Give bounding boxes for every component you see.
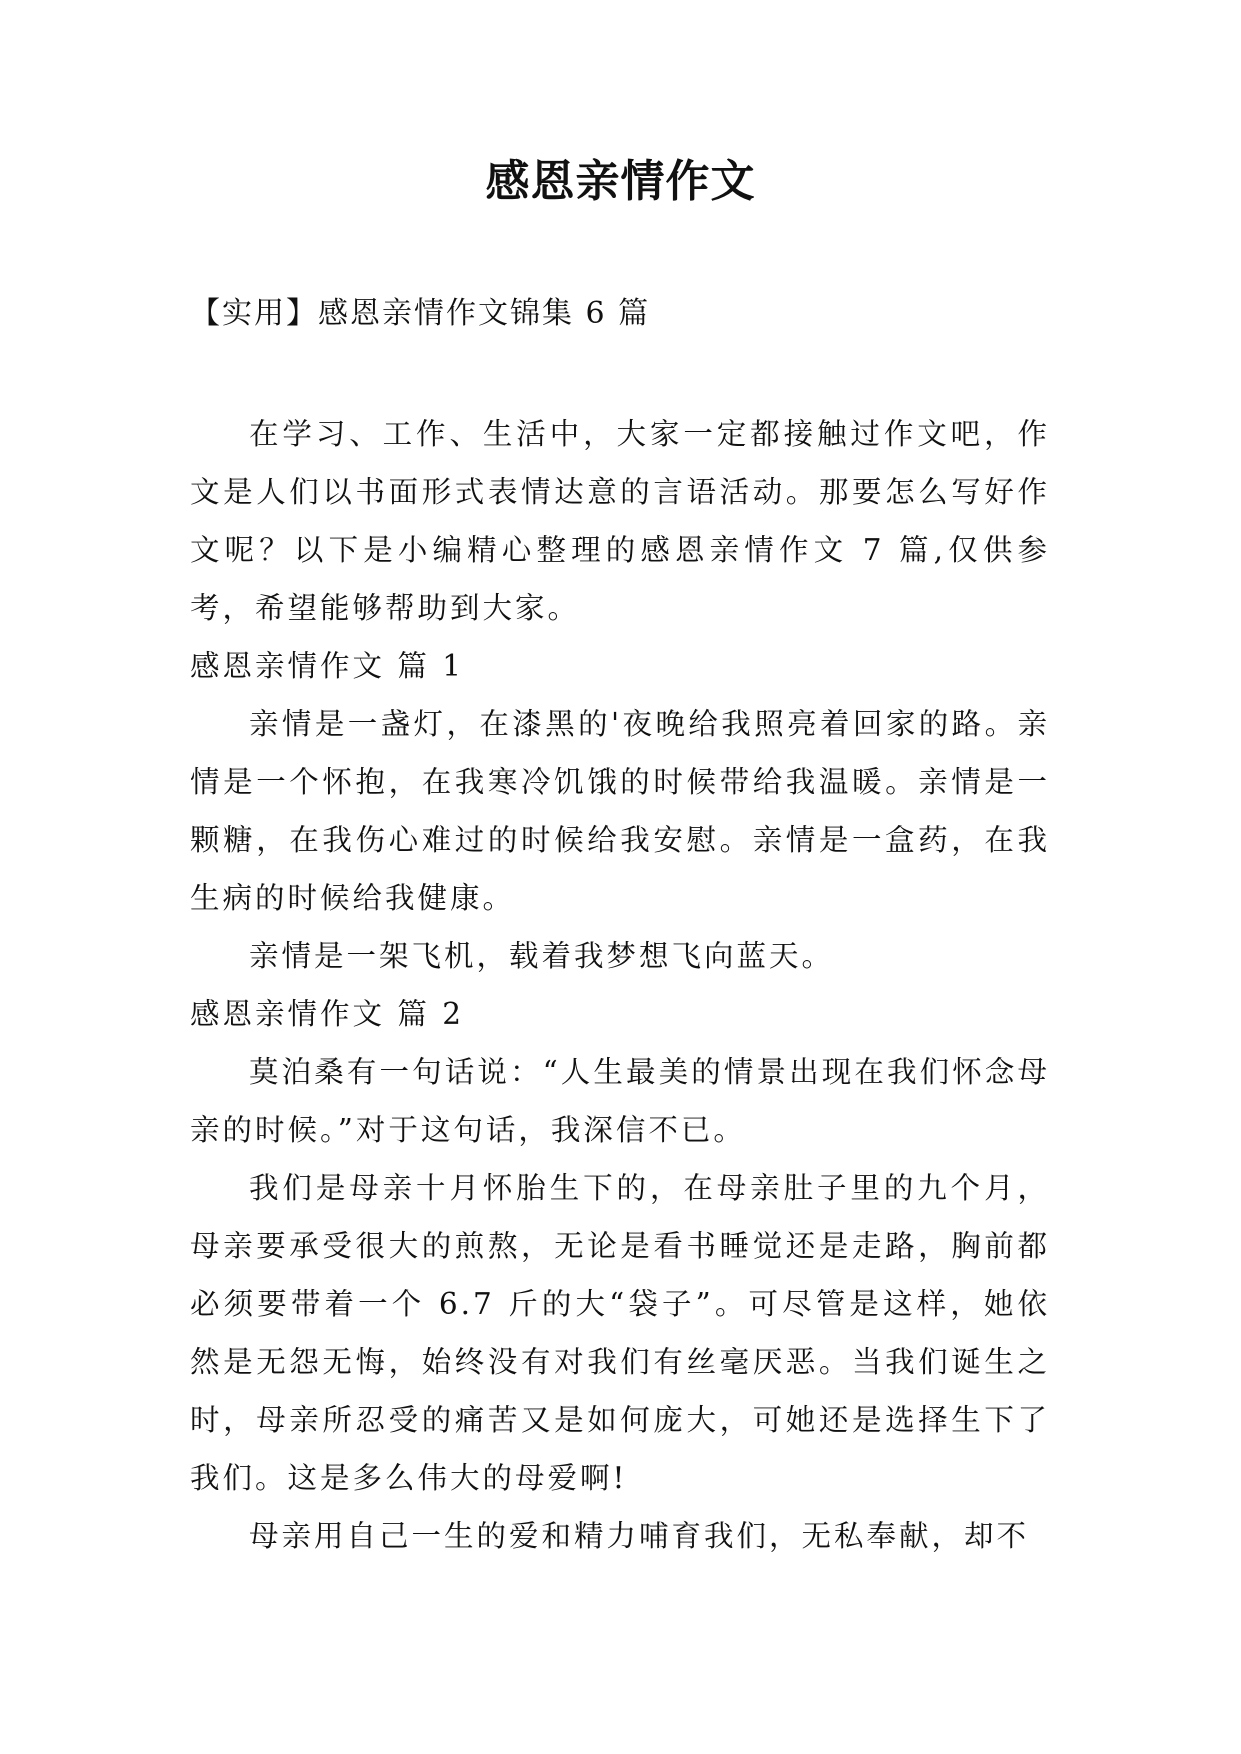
essay-1-paragraph-2: 亲情是一架飞机，载着我梦想飞向蓝天。 [249,939,835,973]
essay-2-paragraph-1: 莫泊桑有一句话说：“人生最美的情景出现在我们怀念母亲的时候。”对于这句话，我深信不已。 [190,1055,1050,1147]
essay-heading-1: 感恩亲情作文 篇 1 [190,649,465,683]
document-body [190,405,1050,1565]
essay-heading-2: 感恩亲情作文 篇 2 [190,997,465,1031]
essay-1-paragraph-1: 亲情是一盏灯，在漆黑的'夜晚给我照亮着回家的路。亲情是一个怀抱，在我寒冷饥饿的时候带给我温暖。亲情是一颗糖，在我伤心难过的时候给我安慰。亲情是一盒药，在我生病的时候给我健康。 [190,707,1050,915]
intro-paragraph: 在学习、工作、生活中，大家一定都接触过作文吧，作文是人们以书面形式表情达意的言语活动。那要怎么写好作文呢？以下是小编精心整理的感恩亲情作文 7 篇,仅供参考，希望能够帮助到大家。 [190,417,1050,625]
document-subtitle: 【实用】感恩亲情作文锦集 6 篇 [190,296,651,331]
document-title: 感恩亲情作文 [485,156,756,207]
essay-2-paragraph-3: 母亲用自己一生的爱和精力哺育我们，无私奉献，却不 [249,1519,1030,1553]
essay-2-paragraph-2: 我们是母亲十月怀胎生下的，在母亲肚子里的九个月，母亲要承受很大的煎熬，无论是看书睡觉还是走路，胸前都必须要带着一个 6.7 斤的大“袋子”。可尽管是这样，她依然是无怨无悔，始终没有对我们有丝毫厌恶。当我们诞生之时，母亲所忍受的痛苦又是如何庞大，可她还是选择生下了我们。这是多么伟大的母爱啊! [190,1171,1050,1495]
